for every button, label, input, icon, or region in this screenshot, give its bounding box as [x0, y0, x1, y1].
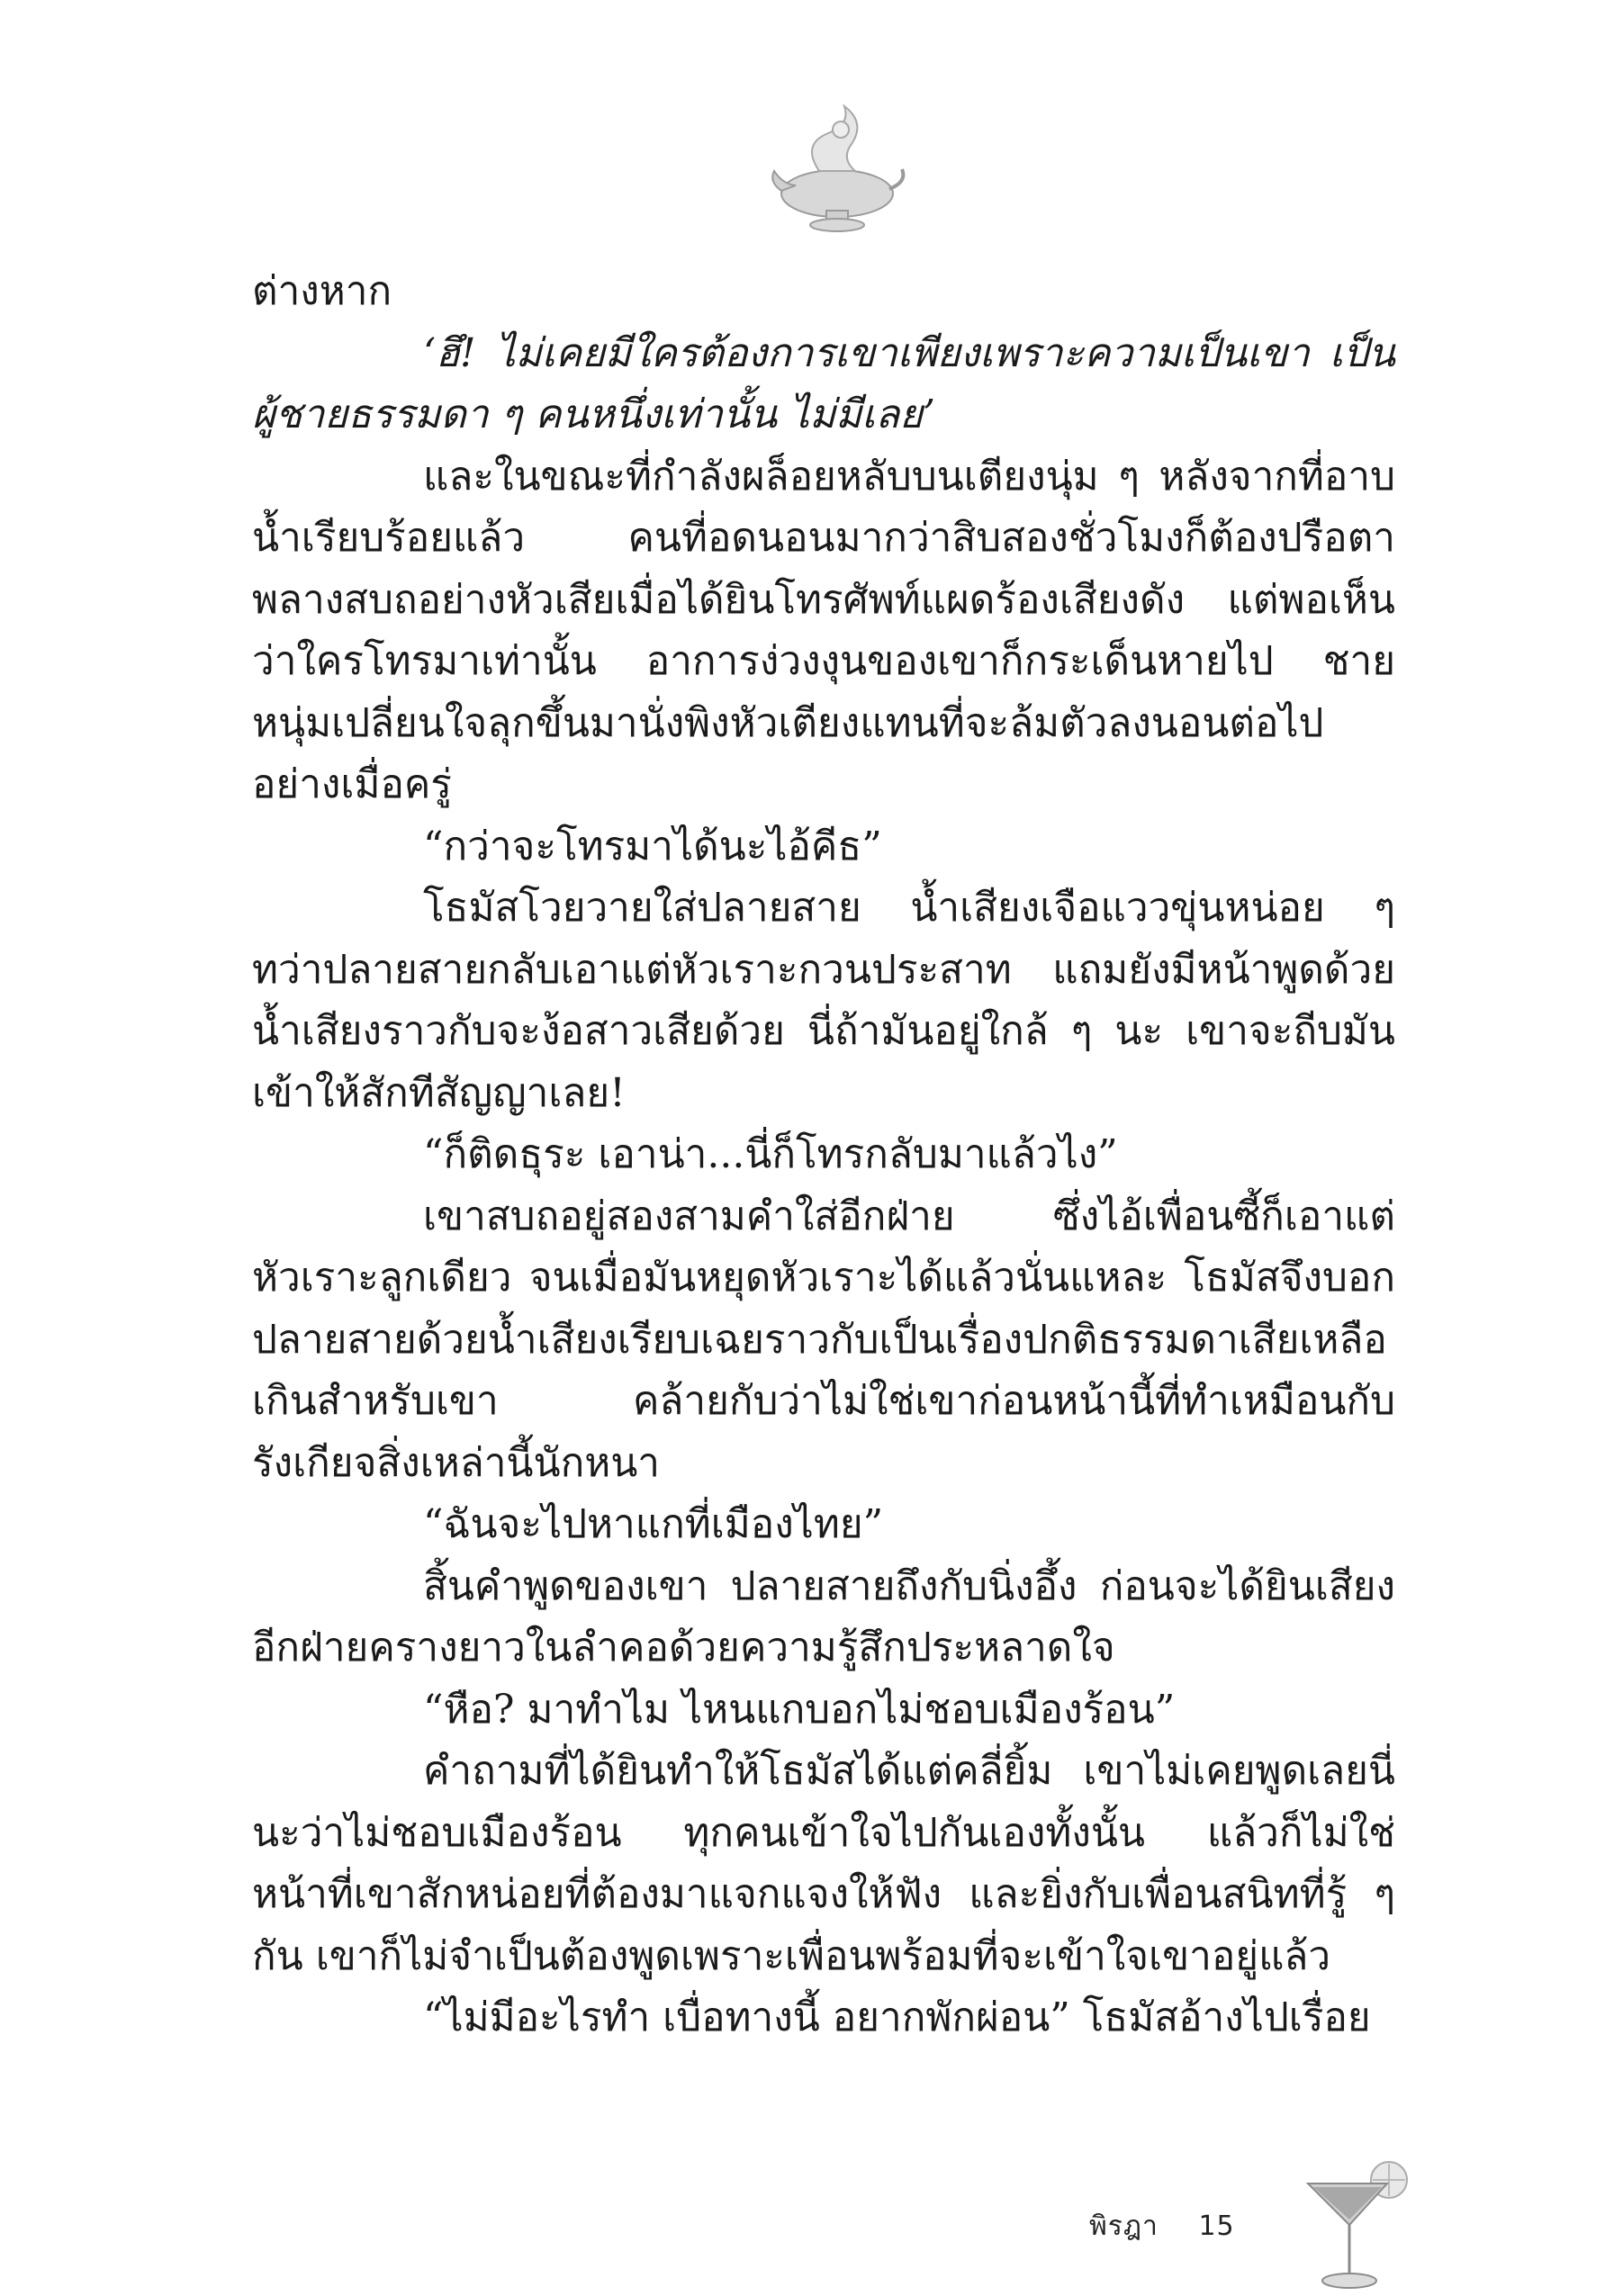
paragraph-6: “ก็ติดธุระ เอาน่า...นี่ก็โทรกลับมาแล้วไง” — [423, 1131, 1118, 1177]
paragraph-12: “ไม่มีอะไรทำ เบื่อทางนี้ อยากพักผ่อน” โธมัสอ้างไปเรื่อย — [423, 1994, 1371, 2040]
paragraph-10: “หือ? มาทำไม ไหนแกบอกไม่ชอบเมืองร้อน” — [423, 1686, 1176, 1733]
paragraph-2: ‘ฮึ! ไม่เคยมีใครต้องการเขาเพียงเพราะความเป็นเขา เป็นผู้ชายธรรมดา ๆ คนหนึ่งเท่านั้น ไม่มีเลย’ — [252, 329, 1395, 437]
paragraph-7: เขาสบถอยู่สองสามคำใส่อีกฝ่าย ซึ่งไอ้เพื่อนซี้ก็เอาแต่หัวเราะลูกเดียว จนเมื่อมันหยุดหัวเราะได้แล้วนั่นแหละ โธมัสจึงบอกปลายสายด้วยน้ำเสียงเรียบเฉยราวกับเป็นเรื่องปกติธรรมดาเสียเหลือเกินสำหรับเขา คล้ายกับว่าไม่ใช่เขาก่อนหน้านี้ที่ทำเหมือนกับรังเกียจสิ่งเหล่านี้นักหนา — [252, 1193, 1395, 1486]
cocktail-glass-icon — [1301, 2160, 1418, 2291]
page-footer — [1089, 2205, 1266, 2247]
author-name: พิรฎา — [1089, 2210, 1159, 2242]
paragraph-1: ต่างหาก — [252, 268, 392, 314]
genie-lamp-icon — [765, 99, 909, 234]
paragraph-4: “กว่าจะโทรมาได้นะไอ้คีธ” — [423, 823, 882, 869]
paragraph-11: คำถามที่ได้ยินทำให้โธมัสได้แต่คลี่ยิ้ม เขาไม่เคยพูดเลยนี่นะว่าไม่ชอบเมืองร้อน ทุกคนเข้าใจไปกันเองทั้งนั้น แล้วก็ไม่ใช่หน้าที่เขาสักหน่อยที่ต้องมาแจกแจงให้ฟัง และยิ่งกับเพื่อนสนิทที่รู้ ๆ กัน เขาก็ไม่จำเป็นต้องพูดเพราะเพื่อนพร้อมที่จะเข้าใจเขาอยู่แล้ว — [252, 1748, 1395, 1979]
paragraph-5: โธมัสโวยวายใส่ปลายสาย น้ำเสียงเจือแววขุ่นหน่อย ๆ ทว่าปลายสายกลับเอาแต่หัวเราะกวนประสาท แถมยังมีหน้าพูดด้วยน้ำเสียงราวกับจะง้อสาวเสียด้วย นี่ถ้ามันอยู่ใกล้ ๆ นะ เขาจะถีบมันเข้าให้สักทีสัญญาเลย! — [252, 885, 1395, 1116]
body-text — [252, 261, 1395, 2049]
paragraph-8: “ฉันจะไปหาแกที่เมืองไทย” — [423, 1501, 884, 1547]
paragraph-3: และในขณะที่กำลังผล็อยหลับบนเตียงนุ่ม ๆ หลังจากที่อาบน้ำเรียบร้อยแล้ว คนที่อดนอนมากว่าสิบสองชั่วโมงก็ต้องปรือตาพลางสบถอย่างหัวเสียเมื่อได้ยินโทรศัพท์แผดร้องเสียงดัง แต่พอเห็นว่าใครโทรมาเท่านั้น อาการง่วงงุนของเขาก็กระเด็นหายไป ชายหนุ่มเปลี่ยนใจลุกขึ้นมานั่งพิงหัวเตียงแทนที่จะล้มตัวลงนอนต่อไปอย่างเมื่อครู่ — [252, 453, 1395, 807]
page-number: 15 — [1198, 2210, 1235, 2242]
paragraph-9: สิ้นคำพูดของเขา ปลายสายถึงกับนิ่งอึ้ง ก่อนจะได้ยินเสียงอีกฝ่ายครางยาวในลำคอด้วยความรู้สึกประหลาดใจ — [252, 1562, 1395, 1670]
